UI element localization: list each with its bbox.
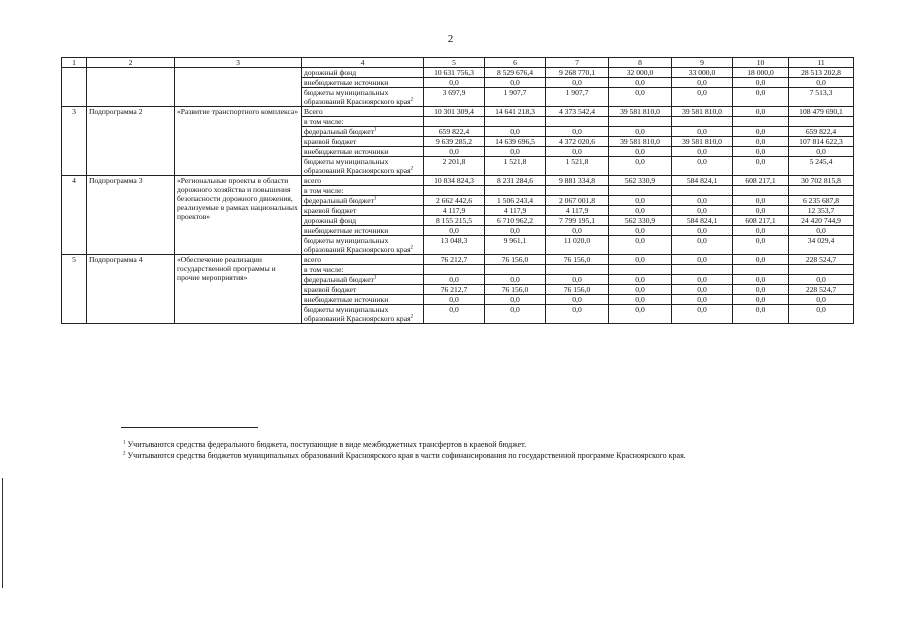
header-cell: 10 <box>733 58 789 68</box>
value-cell: 0,0 <box>733 255 789 265</box>
funding-source-label <box>302 275 424 285</box>
header-cell: 11 <box>789 58 854 68</box>
funding-source-label <box>302 295 424 305</box>
table-row <box>62 68 854 78</box>
value-cell <box>424 186 485 196</box>
empty-cell <box>87 68 175 107</box>
label-text: бюджеты муниципальных образований Красноярского края <box>304 88 411 106</box>
value-cell: 76 212,7 <box>424 285 485 295</box>
value-cell: 0,0 <box>609 285 672 295</box>
value-cell: 659 822,4 <box>424 127 485 137</box>
subprogram-name: Подпрограмма 4 <box>87 255 175 324</box>
value-cell: 0,0 <box>609 305 672 324</box>
value-cell: 33 000,0 <box>672 68 733 78</box>
funding-source-label <box>302 305 424 324</box>
value-cell: 0,0 <box>485 226 546 236</box>
value-cell: 4 117,9 <box>485 206 546 216</box>
value-cell <box>609 117 672 127</box>
label-text: краевой бюджет <box>304 285 357 294</box>
empty-cell <box>62 68 87 107</box>
funding-source-label <box>302 147 424 157</box>
value-cell: 7 513,3 <box>789 88 854 107</box>
value-cell: 0,0 <box>672 275 733 285</box>
value-cell: 0,0 <box>733 236 789 255</box>
value-cell: 0,0 <box>609 127 672 137</box>
value-cell: 228 524,7 <box>789 285 854 295</box>
value-cell: 0,0 <box>733 147 789 157</box>
value-cell: 0,0 <box>733 305 789 324</box>
header-cell: 8 <box>609 58 672 68</box>
funding-source-label <box>302 157 424 176</box>
funding-source-label <box>302 186 424 196</box>
value-cell: 0,0 <box>672 78 733 88</box>
value-cell: 228 524,7 <box>789 255 854 265</box>
value-cell: 108 479 690,1 <box>789 107 854 117</box>
empty-cell <box>175 68 302 107</box>
table-row <box>62 176 854 186</box>
value-cell: 0,0 <box>609 147 672 157</box>
funding-source-label <box>302 137 424 147</box>
header-cell: 4 <box>302 58 424 68</box>
header-cell: 1 <box>62 58 87 68</box>
value-cell: 0,0 <box>546 305 609 324</box>
header-row <box>62 58 854 68</box>
header-cell: 5 <box>424 58 485 68</box>
funding-source-label <box>302 107 424 117</box>
header-cell: 9 <box>672 58 733 68</box>
value-cell: 8 529 676,4 <box>485 68 546 78</box>
value-cell: 18 000,0 <box>733 68 789 78</box>
value-cell: 608 217,1 <box>733 176 789 186</box>
value-cell: 13 048,3 <box>424 236 485 255</box>
value-cell <box>672 186 733 196</box>
funding-source-label <box>302 196 424 206</box>
label-text: Всего <box>304 107 323 116</box>
value-cell: 0,0 <box>672 127 733 137</box>
label-text: всего <box>304 255 322 264</box>
value-cell: 39 581 810,0 <box>672 107 733 117</box>
value-cell <box>733 117 789 127</box>
value-cell: 0,0 <box>485 305 546 324</box>
value-cell: 0,0 <box>789 275 854 285</box>
table-body <box>62 58 854 324</box>
label-text: дорожный фонд <box>304 216 357 225</box>
value-cell: 4 372 020,6 <box>546 137 609 147</box>
value-cell: 28 513 202,8 <box>789 68 854 78</box>
scan-margin-line <box>2 478 3 588</box>
funding-source-label <box>302 127 424 137</box>
footnote-separator <box>121 427 258 428</box>
value-cell <box>609 265 672 275</box>
value-cell <box>485 186 546 196</box>
row-number: 5 <box>62 255 87 324</box>
value-cell: 0,0 <box>485 127 546 137</box>
footnote-mark: 1 <box>123 440 126 446</box>
value-cell: 0,0 <box>733 285 789 295</box>
label-text: в том числе: <box>304 265 344 274</box>
footnote-ref: 1 <box>373 196 377 202</box>
value-cell: 39 581 810,0 <box>609 107 672 117</box>
value-cell: 0,0 <box>672 157 733 176</box>
value-cell: 0,0 <box>789 305 854 324</box>
value-cell: 0,0 <box>733 88 789 107</box>
label-text: внебюджетные источники <box>304 295 389 304</box>
footnote-ref: 2 <box>410 245 414 251</box>
funding-source-label <box>302 216 424 226</box>
subprogram-name: Подпрограмма 2 <box>87 107 175 176</box>
value-cell: 0,0 <box>733 226 789 236</box>
value-cell: 1 907,7 <box>546 88 609 107</box>
value-cell: 0,0 <box>672 285 733 295</box>
value-cell: 76 212,7 <box>424 255 485 265</box>
label-text: внебюджетные источники <box>304 147 389 156</box>
label-text: бюджеты муниципальных образований Красноярского края <box>304 236 411 254</box>
value-cell: 2 067 001,8 <box>546 196 609 206</box>
value-cell <box>609 186 672 196</box>
table-row <box>62 255 854 265</box>
value-cell: 4 117,9 <box>546 206 609 216</box>
value-cell: 7 799 195,1 <box>546 216 609 226</box>
footnote-ref: 2 <box>410 314 414 320</box>
value-cell <box>546 117 609 127</box>
value-cell: 8 155 215,5 <box>424 216 485 226</box>
value-cell: 76 156,0 <box>546 285 609 295</box>
funding-source-label <box>302 78 424 88</box>
label-text: всего <box>304 176 322 185</box>
value-cell: 30 702 815,8 <box>789 176 854 186</box>
footnote-ref: 1 <box>373 127 377 133</box>
table-row <box>62 107 854 117</box>
value-cell: 0,0 <box>485 295 546 305</box>
value-cell: 0,0 <box>672 88 733 107</box>
value-cell: 9 961,1 <box>485 236 546 255</box>
header-cell: 3 <box>175 58 302 68</box>
funding-source-label <box>302 236 424 255</box>
value-cell <box>672 265 733 275</box>
value-cell <box>485 265 546 275</box>
value-cell: 0,0 <box>672 255 733 265</box>
value-cell: 0,0 <box>546 147 609 157</box>
funding-source-label <box>302 68 424 78</box>
value-cell: 0,0 <box>424 78 485 88</box>
value-cell: 0,0 <box>672 147 733 157</box>
value-cell: 0,0 <box>609 236 672 255</box>
value-cell: 0,0 <box>733 137 789 147</box>
value-cell: 0,0 <box>546 226 609 236</box>
value-cell: 0,0 <box>609 275 672 285</box>
value-cell: 9 881 334,8 <box>546 176 609 186</box>
value-cell <box>546 265 609 275</box>
value-cell: 0,0 <box>609 157 672 176</box>
value-cell: 0,0 <box>546 78 609 88</box>
value-cell: 6 710 962,2 <box>485 216 546 226</box>
row-number: 3 <box>62 107 87 176</box>
value-cell <box>424 265 485 275</box>
footnote-1 <box>86 440 856 450</box>
value-cell: 76 156,0 <box>485 255 546 265</box>
value-cell <box>789 117 854 127</box>
value-cell: 24 420 744,9 <box>789 216 854 226</box>
subprogram-title: «Региональные проекты в области дорожного хозяйства и повышения безопасности дорожного движения, реализуемые в рамках национальных проектов» <box>175 176 302 255</box>
label-text: федеральный бюджет <box>304 196 374 205</box>
value-cell: 5 245,4 <box>789 157 854 176</box>
footnote-ref: 2 <box>410 166 414 172</box>
value-cell: 10 301 309,4 <box>424 107 485 117</box>
footnote-ref: 2 <box>410 97 414 103</box>
value-cell: 39 581 810,0 <box>672 137 733 147</box>
value-cell: 0,0 <box>609 255 672 265</box>
value-cell <box>485 117 546 127</box>
value-cell: 0,0 <box>733 78 789 88</box>
label-text: федеральный бюджет <box>304 127 374 136</box>
label-text: дорожный фонд <box>304 68 357 77</box>
value-cell: 3 697,9 <box>424 88 485 107</box>
value-cell: 10 631 756,3 <box>424 68 485 78</box>
value-cell: 0,0 <box>733 206 789 216</box>
value-cell: 0,0 <box>485 275 546 285</box>
label-text: краевой бюджет <box>304 206 357 215</box>
label-text: бюджеты муниципальных образований Красноярского края <box>304 157 411 175</box>
funding-source-label <box>302 265 424 275</box>
value-cell: 76 156,0 <box>485 285 546 295</box>
footnote-text: Учитываются средства федерального бюджета, поступающие в виде межбюджетных трансфертов в краевой бюджет. <box>125 440 527 449</box>
value-cell: 0,0 <box>733 275 789 285</box>
footnote-2 <box>86 451 856 461</box>
value-cell: 0,0 <box>546 275 609 285</box>
value-cell: 0,0 <box>672 206 733 216</box>
value-cell: 11 020,0 <box>546 236 609 255</box>
value-cell: 0,0 <box>485 147 546 157</box>
value-cell: 0,0 <box>609 78 672 88</box>
value-cell: 0,0 <box>424 226 485 236</box>
value-cell: 0,0 <box>609 196 672 206</box>
value-cell: 34 029,4 <box>789 236 854 255</box>
label-text: в том числе: <box>304 117 344 126</box>
value-cell: 0,0 <box>733 295 789 305</box>
value-cell: 584 824,1 <box>672 216 733 226</box>
footnote-ref: 1 <box>373 275 377 281</box>
funding-source-label <box>302 206 424 216</box>
value-cell: 0,0 <box>424 147 485 157</box>
value-cell <box>789 265 854 275</box>
funding-source-label <box>302 117 424 127</box>
value-cell <box>672 117 733 127</box>
value-cell: 1 907,7 <box>485 88 546 107</box>
value-cell: 107 814 622,3 <box>789 137 854 147</box>
value-cell: 0,0 <box>424 275 485 285</box>
value-cell <box>733 186 789 196</box>
label-text: бюджеты муниципальных образований Красноярского края <box>304 305 411 323</box>
label-text: краевой бюджет <box>304 137 357 146</box>
value-cell: 2 662 442,6 <box>424 196 485 206</box>
footnote-mark: 2 <box>123 451 126 457</box>
label-text: в том числе: <box>304 186 344 195</box>
value-cell: 584 824,1 <box>672 176 733 186</box>
subprogram-title: «Развитие транспортного комплекса» <box>175 107 302 176</box>
value-cell: 0,0 <box>733 107 789 117</box>
label-text: внебюджетные источники <box>304 226 389 235</box>
label-text: внебюджетные источники <box>304 78 389 87</box>
funding-source-label <box>302 255 424 265</box>
value-cell: 0,0 <box>609 206 672 216</box>
value-cell: 0,0 <box>546 127 609 137</box>
value-cell: 0,0 <box>609 295 672 305</box>
funding-source-label <box>302 88 424 107</box>
funding-source-label <box>302 176 424 186</box>
value-cell: 0,0 <box>424 305 485 324</box>
funding-source-label <box>302 285 424 295</box>
value-cell: 6 235 687,8 <box>789 196 854 206</box>
value-cell: 659 822,4 <box>789 127 854 137</box>
value-cell: 0,0 <box>672 236 733 255</box>
value-cell <box>424 117 485 127</box>
value-cell: 0,0 <box>672 196 733 206</box>
value-cell <box>546 186 609 196</box>
value-cell: 9 639 285,2 <box>424 137 485 147</box>
value-cell: 76 156,0 <box>546 255 609 265</box>
value-cell: 8 231 284,6 <box>485 176 546 186</box>
row-number: 4 <box>62 176 87 255</box>
value-cell: 0,0 <box>672 295 733 305</box>
value-cell: 10 834 824,3 <box>424 176 485 186</box>
value-cell: 2 201,8 <box>424 157 485 176</box>
value-cell: 0,0 <box>424 295 485 305</box>
value-cell: 0,0 <box>733 157 789 176</box>
value-cell <box>789 186 854 196</box>
value-cell: 0,0 <box>609 88 672 107</box>
value-cell: 1 521,8 <box>485 157 546 176</box>
label-text: федеральный бюджет <box>304 275 374 284</box>
value-cell: 0,0 <box>546 295 609 305</box>
funding-source-label <box>302 226 424 236</box>
value-cell: 9 268 770,1 <box>546 68 609 78</box>
value-cell: 0,0 <box>789 147 854 157</box>
value-cell: 0,0 <box>733 127 789 137</box>
subprogram-title: «Обеспечение реализации государственной программы и прочие мероприятия» <box>175 255 302 324</box>
value-cell: 0,0 <box>485 78 546 88</box>
page-number: 2 <box>447 33 454 45</box>
value-cell: 4 373 542,4 <box>546 107 609 117</box>
value-cell: 32 000,0 <box>609 68 672 78</box>
value-cell: 562 330,9 <box>609 216 672 226</box>
value-cell: 0,0 <box>789 226 854 236</box>
value-cell: 4 117,9 <box>424 206 485 216</box>
header-cell: 6 <box>485 58 546 68</box>
value-cell: 608 217,1 <box>733 216 789 226</box>
subprogram-name: Подпрограмма 3 <box>87 176 175 255</box>
value-cell: 1 521,8 <box>546 157 609 176</box>
value-cell: 39 581 810,0 <box>609 137 672 147</box>
value-cell: 14 639 696,5 <box>485 137 546 147</box>
value-cell: 562 330,9 <box>609 176 672 186</box>
header-cell: 2 <box>87 58 175 68</box>
value-cell: 14 641 218,3 <box>485 107 546 117</box>
value-cell: 0,0 <box>672 305 733 324</box>
value-cell: 0,0 <box>733 196 789 206</box>
value-cell: 0,0 <box>789 78 854 88</box>
value-cell: 0,0 <box>789 295 854 305</box>
footnote-text: Учитываются средства бюджетов муниципальных образований Красноярского края в части софинансирования по государственной программе Красноярского края. <box>125 451 686 460</box>
value-cell: 12 353,7 <box>789 206 854 216</box>
value-cell: 0,0 <box>609 226 672 236</box>
value-cell: 0,0 <box>672 226 733 236</box>
value-cell: 1 506 243,4 <box>485 196 546 206</box>
value-cell <box>733 265 789 275</box>
header-cell: 7 <box>546 58 609 68</box>
budget-table <box>61 57 854 324</box>
